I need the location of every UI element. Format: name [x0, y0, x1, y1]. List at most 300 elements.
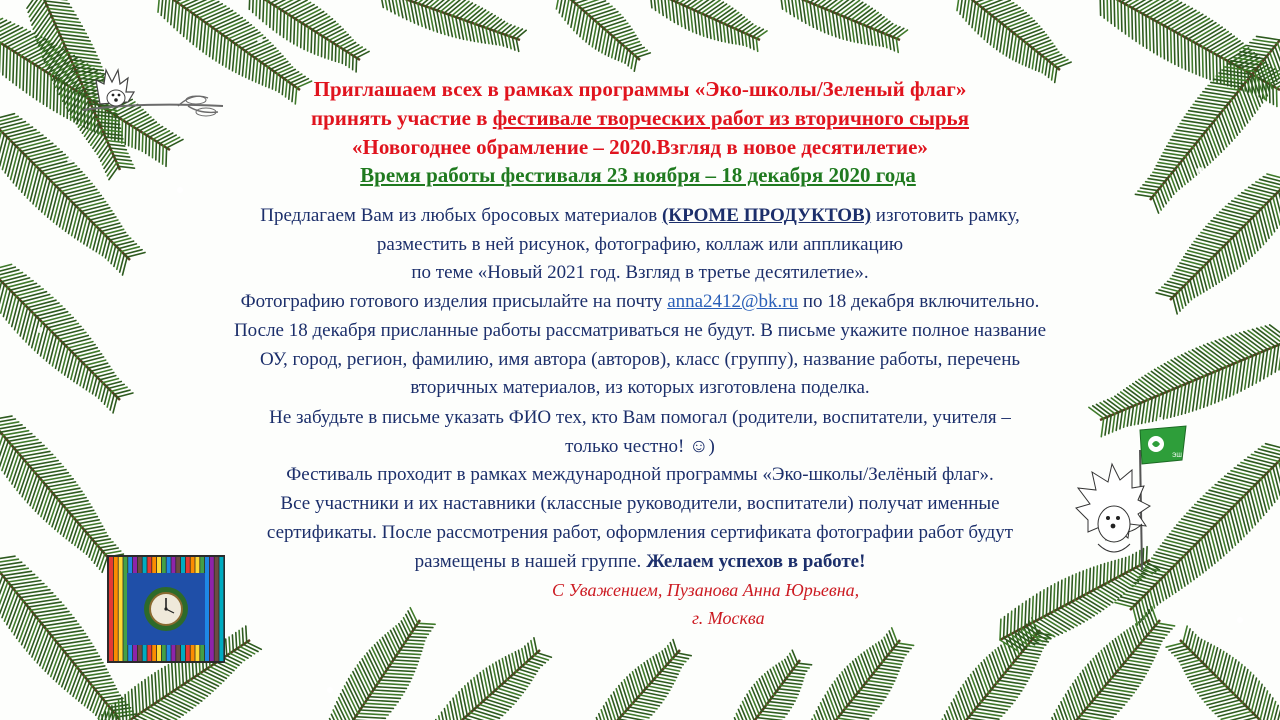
pine-needle	[759, 714, 784, 717]
pine-needle	[1114, 0, 1115, 26]
pine-needle	[489, 696, 514, 704]
pine-needle	[387, 670, 415, 672]
pine-needle	[890, 653, 906, 655]
pine-needle	[325, 38, 326, 58]
pine-needle	[803, 0, 806, 23]
pine-needle	[180, 6, 182, 33]
pine-needle	[273, 5, 274, 30]
body-line-5: После 18 декабря присланные работы рассматриваться не будут. В письме укажите полное название	[233, 320, 1047, 341]
pine-needle	[380, 0, 383, 8]
pine-needle	[519, 650, 522, 666]
pine-needle	[963, 0, 966, 18]
pine-needle	[788, 676, 804, 678]
pine-needle	[661, 671, 678, 674]
pine-needle	[360, 710, 391, 712]
pine-needle	[582, 1, 606, 9]
pine-needle	[50, 12, 76, 15]
pine-needle	[618, 44, 621, 61]
pine-needle	[1054, 584, 1055, 612]
pine-needle	[138, 684, 140, 713]
pine-needle	[236, 633, 237, 649]
pine-needle	[875, 671, 898, 674]
pine-needle	[1139, 12, 1140, 44]
pine-needle	[870, 678, 895, 682]
pine-needle	[1202, 691, 1231, 699]
pine-needle	[810, 3, 813, 28]
pine-needle	[1111, 0, 1112, 24]
pine-needle	[82, 669, 107, 673]
pine-needle	[1132, 654, 1155, 658]
pine-needle	[774, 695, 797, 698]
pine-needle	[1011, 611, 1012, 634]
pine-needle	[61, 38, 90, 41]
body-line-13-prefix: размещены в нашей группе.	[414, 551, 647, 572]
pine-needle	[1124, 632, 1132, 654]
pine-needle	[1107, 0, 1108, 21]
pine-needle	[318, 34, 319, 56]
pine-needle	[346, 51, 347, 65]
heading-line-2	[0, 104, 1280, 133]
body-line-12: сертификаты. После рассмотрения работ, оформления сертификата фотографии работ будут	[266, 522, 1014, 543]
pine-needle	[1137, 648, 1158, 651]
pine-needle	[780, 0, 783, 9]
pine-needle	[883, 662, 902, 665]
pine-needle	[48, 8, 73, 11]
pine-needle	[528, 643, 531, 658]
pine-needle	[975, 5, 979, 31]
pine-needle	[284, 12, 285, 38]
pine-needle	[668, 0, 670, 20]
pine-needle	[100, 692, 119, 695]
pine-needle	[177, 4, 179, 31]
pine-needle	[585, 4, 609, 12]
pine-needle	[367, 700, 399, 702]
pine-needle	[229, 41, 231, 69]
pine-needle	[1245, 190, 1273, 197]
body-line-3: по теме «Новый 2021 год. Взгляд в третье десятилетие».	[411, 262, 869, 283]
pine-needle	[644, 663, 651, 683]
pine-needle	[833, 12, 836, 37]
pine-needle	[1039, 55, 1041, 72]
pine-needle	[356, 58, 357, 72]
pine-needle	[504, 683, 526, 690]
pine-needle	[1118, 0, 1119, 29]
pine-needle	[35, 12, 50, 34]
pine-needle	[612, 29, 632, 36]
pine-needle	[171, 0, 173, 25]
pine-needle	[335, 45, 336, 62]
pine-needle	[1025, 601, 1026, 627]
pine-needle	[406, 614, 414, 630]
pine-needle	[90, 692, 97, 710]
pine-needle	[1032, 596, 1033, 623]
pine-needle	[788, 0, 791, 14]
pine-needle	[168, 0, 170, 22]
sparkle	[257, 37, 263, 43]
pine-needle	[625, 49, 628, 63]
pine-needle	[246, 53, 248, 78]
pine-needle	[277, 8, 278, 33]
pine-needle	[358, 713, 388, 715]
pine-needle	[230, 653, 245, 660]
pine-needle	[364, 703, 395, 705]
pine-needle	[142, 682, 144, 711]
pine-needle	[885, 25, 896, 34]
pine-needle	[410, 608, 418, 624]
pine-needle	[467, 21, 471, 41]
pine-needle	[745, 33, 746, 46]
pine-needle	[1022, 43, 1025, 65]
pine-needle	[679, 3, 682, 26]
pine-needle	[242, 628, 243, 644]
body-line-1-prefix: Предлагаем Вам из любых бросовых материалов	[260, 205, 662, 226]
pine-needle	[396, 657, 420, 658]
pine-needle	[863, 24, 866, 44]
pine-needle	[356, 717, 386, 719]
pine-needle	[155, 673, 157, 703]
pine-needle	[1007, 614, 1008, 636]
pine-needle	[756, 38, 757, 51]
pine-needle	[1202, 32, 1228, 47]
pine-needle	[612, 39, 616, 58]
pine-needle	[516, 30, 526, 38]
pine-needle	[654, 0, 656, 10]
pine-needle	[1199, 45, 1200, 76]
pine-needle	[246, 626, 247, 642]
pine-needle	[1231, 662, 1239, 691]
pine-needle	[51, 16, 78, 19]
pine-needle	[1205, 694, 1235, 702]
pine-needle	[1206, 49, 1207, 79]
pine-needle	[690, 8, 693, 32]
pine-needle	[301, 23, 302, 48]
pine-needle	[784, 0, 787, 12]
pine-needle	[1152, 629, 1169, 632]
pine-needle	[213, 30, 216, 59]
pine-needle	[43, 34, 60, 58]
pine-needle	[1133, 626, 1140, 645]
pine-needle	[1125, 4, 1126, 34]
pine-needle	[866, 26, 869, 45]
email-link[interactable]: anna2412@bk.ru	[667, 291, 799, 312]
pine-needle	[966, 0, 969, 21]
pine-needle	[1220, 654, 1227, 681]
pine-needle	[1199, 29, 1226, 45]
pine-needle	[1016, 38, 1020, 62]
pine-needle	[795, 0, 798, 19]
pine-needle	[661, 0, 663, 15]
pine-needle	[756, 31, 767, 38]
pine-needle	[105, 698, 123, 701]
pine-needle	[507, 680, 528, 687]
pine-needle	[148, 677, 150, 707]
pine-needle	[878, 31, 880, 46]
pine-needle	[848, 18, 851, 41]
pine-needle	[357, 665, 371, 693]
pine-needle	[400, 650, 422, 651]
pine-needle	[1171, 29, 1172, 62]
pine-needle	[531, 641, 534, 656]
pine-needle	[411, 633, 428, 634]
pine-needle	[776, 665, 783, 682]
pine-needle	[594, 12, 618, 20]
pine-needle	[622, 683, 630, 707]
pine-needle	[1019, 40, 1022, 63]
pine-needle	[638, 667, 645, 689]
pine-needle	[1142, 642, 1160, 645]
pine-needle	[898, 643, 914, 645]
pine-needle	[633, 672, 641, 695]
pine-needle	[402, 647, 423, 648]
pine-needle	[1242, 193, 1270, 200]
pine-needle	[89, 679, 111, 682]
pine-needle	[1174, 31, 1175, 64]
pine-needle	[102, 695, 120, 698]
pine-needle	[179, 659, 181, 686]
pine-needle	[237, 649, 252, 656]
pine-needle	[409, 637, 426, 638]
pine-needle	[263, 0, 264, 22]
pine-needle	[152, 675, 154, 705]
heading-line-1: Приглашаем всех в рамках программы «Эко-школы/Зеленый флаг»	[313, 77, 967, 101]
pine-needle	[401, 621, 409, 637]
pine-needle	[132, 689, 134, 718]
pine-needle	[243, 644, 258, 651]
pine-needle	[229, 637, 230, 653]
pine-needle	[657, 0, 659, 13]
pine-needle	[333, 35, 349, 43]
pine-needle	[174, 2, 176, 28]
pine-needle	[1036, 53, 1039, 71]
pine-needle	[6, 47, 7, 78]
pine-needle	[240, 647, 255, 654]
pine-needle	[764, 708, 789, 711]
pine-needle	[1260, 691, 1268, 720]
pine-needle	[972, 3, 976, 28]
pine-needle	[58, 30, 86, 33]
pine-needle	[247, 642, 262, 649]
pine-needle	[389, 667, 416, 669]
pine-needle	[878, 21, 890, 30]
pine-needle	[233, 651, 248, 658]
pine-needle	[355, 668, 369, 696]
pine-needle	[349, 53, 350, 67]
pine-needle	[1142, 14, 1143, 47]
pine-needle	[497, 23, 507, 32]
pine-needle	[878, 668, 899, 671]
pine-needle	[315, 32, 316, 54]
pine-needle	[1104, 0, 1105, 18]
pine-needle	[712, 18, 714, 39]
pine-needle	[210, 27, 213, 56]
pine-needle	[1135, 194, 1152, 197]
pine-needle	[1188, 39, 1189, 71]
pine-needle	[227, 656, 242, 663]
pine-needle	[1032, 40, 1051, 47]
pine-needle	[158, 671, 160, 700]
pine-needle	[608, 36, 612, 56]
pine-needle	[731, 27, 733, 44]
pine-needle	[1026, 35, 1047, 43]
pine-needle	[393, 660, 418, 661]
pine-needle	[1209, 36, 1234, 51]
pine-needle	[492, 694, 517, 702]
pine-needle	[308, 27, 309, 51]
pine-needle	[60, 34, 89, 37]
heading-line-2-underlined: фестивале творческих работ из вторичного сырья	[492, 106, 970, 130]
pine-needle	[1196, 683, 1223, 690]
pine-needle	[471, 22, 475, 41]
pine-needle	[659, 674, 677, 678]
pine-needle	[203, 23, 206, 52]
pine-needle	[622, 47, 625, 62]
pine-needle	[791, 0, 794, 17]
pine-needle	[287, 14, 288, 40]
pine-needle	[1022, 652, 1040, 655]
pine-needle	[162, 669, 164, 698]
pine-needle	[55, 23, 83, 26]
pine-needle	[482, 27, 485, 44]
pine-needle	[498, 688, 521, 695]
pine-needle	[1234, 665, 1242, 695]
pine-needle	[859, 23, 862, 44]
pine-needle	[742, 24, 753, 32]
pine-needle	[1206, 34, 1231, 49]
pine-needle	[398, 653, 421, 654]
pine-needle	[239, 630, 240, 646]
body-line-11: Все участники и их наставники (классные руководители, воспитатели) получат именные	[280, 493, 1000, 514]
pine-needle	[683, 5, 686, 28]
good-luck-wish: Желаем успехов в работе!	[646, 551, 866, 572]
pine-needle	[1195, 43, 1196, 74]
pine-needle	[193, 16, 196, 45]
pine-needle	[1200, 689, 1229, 696]
pine-needle	[631, 55, 634, 69]
pine-needle	[82, 682, 90, 703]
pine-needle	[591, 9, 615, 17]
pine-needle	[1029, 37, 1049, 45]
pine-needle	[742, 32, 743, 46]
pine-needle	[70, 193, 99, 201]
pine-needle	[342, 49, 343, 63]
pine-needle	[1250, 43, 1275, 47]
pine-needle	[676, 0, 695, 2]
pine-needle	[175, 661, 177, 689]
pine-needle	[1195, 27, 1222, 43]
pine-needle	[818, 6, 822, 31]
pine-needle	[1157, 21, 1158, 54]
pine-needle	[870, 28, 872, 46]
pine-needle	[1019, 655, 1038, 658]
pine-needle	[1150, 632, 1167, 635]
pine-needle	[776, 692, 798, 695]
body-line-9: только честно! ☺)	[565, 436, 715, 457]
pine-needle	[675, 656, 689, 659]
pine-needle	[799, 0, 802, 21]
pine-needle	[738, 22, 750, 30]
pine-needle	[115, 703, 117, 720]
pine-needle	[619, 686, 627, 710]
pine-needle	[1128, 6, 1129, 37]
pine-needle	[349, 679, 363, 707]
pine-needle	[7, 33, 34, 47]
pine-needle	[1145, 639, 1162, 642]
pine-needle	[885, 34, 887, 48]
pine-needle	[1194, 680, 1221, 687]
pine-needle	[47, 5, 72, 8]
pine-needle	[727, 25, 729, 43]
pine-needle	[1198, 686, 1226, 693]
pine-needle	[888, 656, 904, 658]
pine-needle	[404, 643, 423, 644]
pine-needle	[1192, 677, 1218, 684]
pine-needle	[1130, 628, 1137, 648]
pine-needle	[893, 37, 895, 51]
pine-needle	[1068, 577, 1069, 604]
pine-needle	[664, 668, 680, 671]
pine-needle	[408, 611, 416, 627]
pine-needle	[1061, 580, 1062, 607]
pine-needle	[957, 0, 960, 11]
pine-needle	[391, 663, 417, 665]
pine-needle	[515, 652, 519, 669]
pine-needle	[634, 57, 637, 71]
pine-needle	[667, 665, 681, 668]
pine-needle	[769, 702, 794, 705]
pine-needle	[373, 690, 404, 692]
pine-needle	[416, 627, 433, 628]
pine-needle	[1032, 50, 1035, 69]
pine-needle	[369, 697, 401, 699]
pine-needle	[1153, 19, 1154, 52]
pine-needle	[522, 649, 525, 664]
pine-needle	[694, 0, 713, 10]
pine-needle	[885, 659, 903, 662]
pine-needle	[339, 40, 353, 47]
pine-needle	[1223, 656, 1230, 683]
pine-needle	[1178, 33, 1179, 66]
pine-needle	[709, 17, 711, 39]
pine-needle	[490, 29, 493, 44]
pine-needle	[1240, 670, 1248, 700]
body-line-8: Не забудьте в письме указать ФИО тех, кто Вам помогал (родители, воспитатели, учителя –	[269, 407, 1011, 428]
pine-needle	[749, 28, 760, 36]
pine-needle	[893, 649, 909, 651]
pine-needle	[698, 12, 700, 35]
pine-needle	[1050, 586, 1051, 614]
pine-needle	[256, 0, 257, 16]
pine-needle	[1013, 35, 1017, 60]
pine-needle	[896, 30, 907, 38]
pine-needle	[603, 20, 625, 28]
pine-needle	[1012, 665, 1035, 669]
pine-needle	[1121, 2, 1122, 32]
pine-needle	[505, 26, 515, 34]
pine-needle	[630, 674, 638, 698]
pine-needle	[896, 38, 898, 52]
pine-needle	[687, 7, 689, 31]
pine-needle	[1010, 33, 1014, 58]
pine-needle	[1043, 590, 1044, 617]
body-line-2: разместить в ней рисунок, фотографию, коллаж или аппликацию	[376, 234, 904, 255]
pine-needle	[1057, 582, 1058, 610]
pine-needle	[37, 19, 53, 41]
pine-needle	[161, 0, 163, 15]
pine-needle	[795, 666, 809, 668]
pine-needle	[1253, 40, 1277, 44]
pine-needle	[486, 28, 489, 44]
pine-needle	[253, 0, 254, 13]
